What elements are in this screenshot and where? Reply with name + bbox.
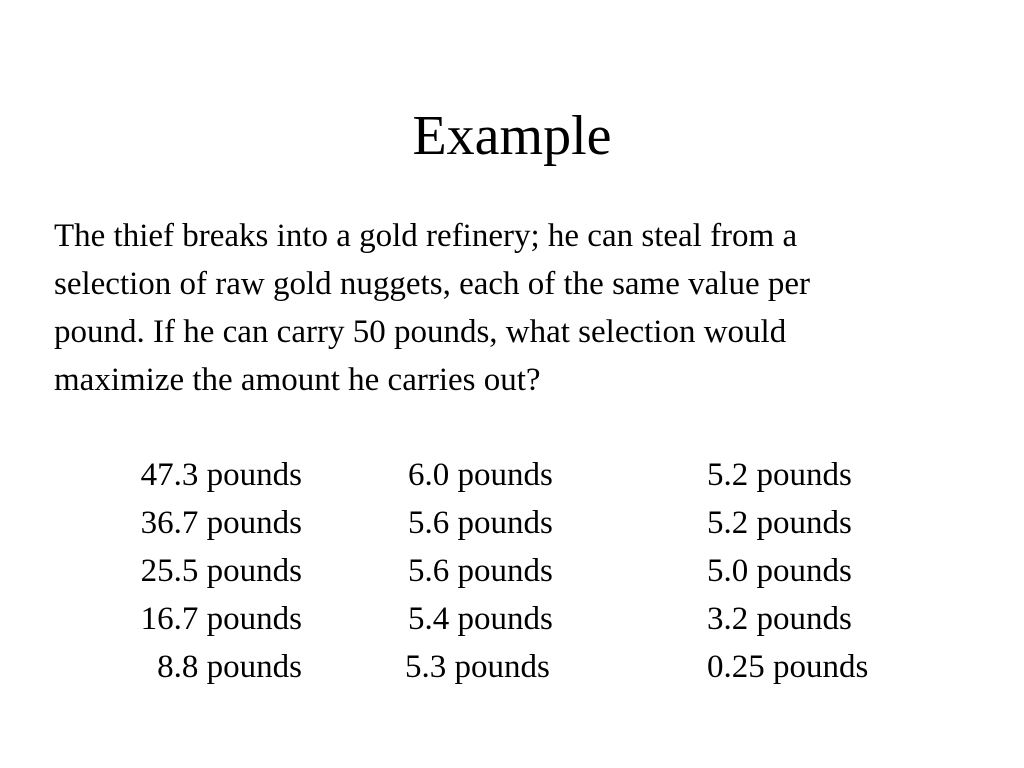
weights-column-3 bbox=[707, 451, 868, 691]
nugget-weight: 5.2 pounds bbox=[707, 505, 852, 541]
nugget-weight: 5.3 pounds bbox=[405, 649, 550, 685]
weights-column-1 bbox=[102, 451, 302, 691]
nugget-weight: 5.6 pounds bbox=[408, 553, 553, 589]
nugget-weight: 47.3 pounds bbox=[140, 457, 302, 493]
nugget-weight: 3.2 pounds bbox=[707, 601, 852, 637]
nugget-weight: 0.25 pounds bbox=[707, 649, 869, 685]
nugget-weights-list bbox=[0, 451, 1024, 691]
nugget-weight: 5.0 pounds bbox=[707, 553, 852, 589]
slide-title: Example bbox=[412, 105, 612, 167]
nugget-weight: 5.4 pounds bbox=[408, 601, 553, 637]
problem-statement: The thief breaks into a gold refinery; he can steal from a selection of raw gold nuggets, each of the same value per pound. If he can carry 50 pounds, what selection would maximize the amount he carries out? bbox=[54, 218, 810, 398]
nugget-weight: 5.2 pounds bbox=[707, 457, 852, 493]
nugget-weight: 36.7 pounds bbox=[140, 505, 302, 541]
weights-column-2 bbox=[405, 451, 553, 691]
nugget-weight: 16.7 pounds bbox=[140, 601, 302, 637]
nugget-weight: 8.8 pounds bbox=[157, 649, 302, 685]
nugget-weight: 5.6 pounds bbox=[408, 505, 553, 541]
nugget-weight: 6.0 pounds bbox=[408, 457, 553, 493]
nugget-weight: 25.5 pounds bbox=[140, 553, 302, 589]
